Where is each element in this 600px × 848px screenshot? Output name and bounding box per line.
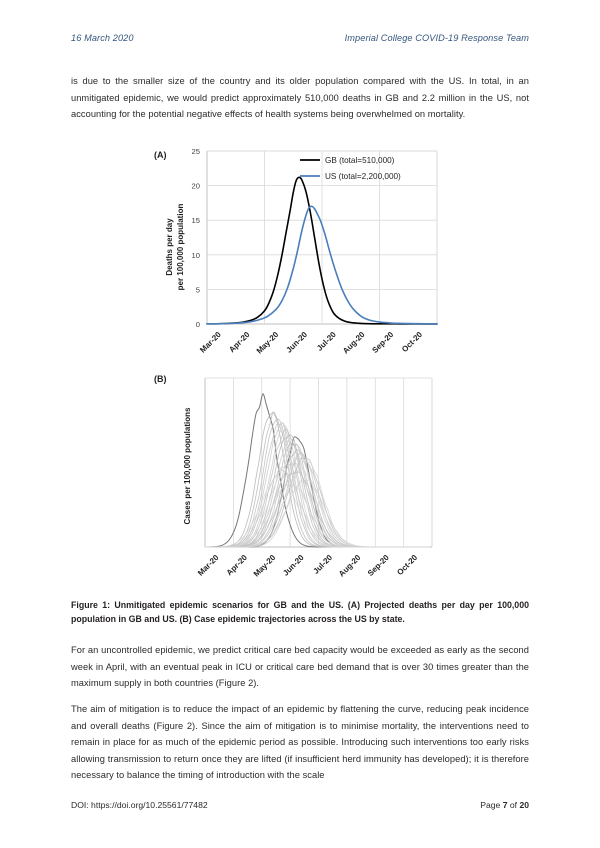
- x-tick-label: Oct-20: [395, 553, 420, 578]
- paragraph-block-3: [71, 701, 529, 784]
- chart-a-legend: [300, 156, 401, 181]
- state-trajectory-line: [205, 458, 430, 547]
- chart-b-x-tick-labels: [196, 553, 420, 579]
- series-line: [207, 206, 437, 324]
- x-tick-label: Mar-20: [198, 330, 223, 355]
- state-trajectory-line: [205, 469, 430, 547]
- state-trajectory-line: [205, 429, 430, 547]
- x-tick-label: Jun-20: [284, 330, 310, 355]
- chart-a-series-lines: [207, 177, 437, 324]
- page-total: 20: [519, 800, 529, 810]
- state-trajectory-line: [205, 441, 430, 547]
- state-trajectory-line: [205, 453, 430, 547]
- state-trajectory-line: [205, 453, 430, 547]
- paragraph-block-1: [71, 73, 529, 123]
- x-tick-label: Sep-20: [365, 553, 391, 578]
- x-tick-label: Mar-20: [195, 553, 221, 578]
- x-tick-label: Aug-20: [336, 553, 363, 579]
- chart-b-y-axis-title: [183, 407, 192, 524]
- state-trajectory-line: [205, 449, 430, 547]
- state-trajectory-line: [205, 437, 430, 547]
- state-trajectory-line: [205, 413, 430, 547]
- y-tick-label: 25: [191, 147, 200, 156]
- legend-label: GB (total=510,000): [325, 156, 395, 165]
- page-mid: of: [509, 800, 518, 810]
- series-line: [207, 177, 437, 324]
- chart-a-x-tick-labels: [198, 330, 424, 356]
- paragraph-3: The aim of mitigation is to reduce the impact of an epidemic by flattening the curve, reducing peak incidence and overall deaths (Figure 2). Since the aim of mitigation is to minimise mortality, the interventions need to remain in place for as much of the epidemic period as possible. Introducing such interventions too early risks allowing transmission to return once they are lifted (if insufficient herd immunity has developed); it is therefore necessary to balance the timing of introduction with the scale: [71, 704, 529, 781]
- state-trajectory-line: [205, 423, 430, 547]
- footer-page-number: [480, 800, 529, 810]
- state-trajectory-line: [205, 412, 430, 547]
- y-tick-label: 0: [195, 320, 200, 329]
- state-trajectory-line: [205, 464, 430, 547]
- state-trajectory-line: [205, 472, 430, 547]
- y-tick-label: 15: [191, 216, 200, 226]
- x-tick-label: Oct-20: [400, 330, 425, 355]
- chart-panel-a: [150, 142, 550, 360]
- state-trajectory-line: [205, 394, 430, 547]
- x-tick-label: Apr-20: [224, 553, 249, 578]
- x-tick-label: Sep-20: [370, 330, 396, 355]
- paragraph-2: For an uncontrolled epidemic, we predict critical care bed capacity would be exceeded as early as the second week in April, with an eventual peak in ICU or critical care bed demand that is over 30 times greater than the maximum supply in both countries (Figure 2).: [71, 645, 529, 689]
- state-trajectory-line: [205, 483, 430, 547]
- chart-a-y-tick-labels: [192, 147, 200, 329]
- paragraph-block-2: [71, 642, 529, 692]
- footer-doi[interactable]: DOI: https://doi.org/10.25561/77482: [71, 800, 208, 810]
- state-trajectory-line: [205, 480, 430, 547]
- state-trajectory-line: [205, 426, 430, 547]
- y-axis-title-line1: Deaths per day: [165, 218, 174, 276]
- page-header: [71, 33, 529, 43]
- x-tick-label: May-20: [254, 330, 281, 356]
- state-trajectory-line: [205, 423, 430, 547]
- state-trajectory-line: [205, 461, 430, 547]
- x-tick-label: Jul-20: [315, 330, 338, 353]
- chart-a-gridlines: [207, 151, 437, 324]
- x-tick-label: Aug-20: [340, 330, 367, 356]
- panel-a-label: (A): [154, 150, 167, 160]
- page-prefix: Page: [480, 800, 501, 810]
- y-tick-label: 5: [195, 285, 200, 295]
- x-tick-label: Jun-20: [281, 553, 306, 578]
- state-trajectory-line: [205, 435, 430, 547]
- state-trajectory-line: [205, 476, 430, 547]
- chart-panel-b: [150, 366, 550, 596]
- state-trajectory-line: [205, 468, 430, 547]
- x-tick-label: May-20: [251, 553, 278, 579]
- chart-a-y-axis-title: [165, 204, 185, 291]
- chart-b-gridlines: [205, 378, 432, 547]
- page-current: 7: [502, 800, 508, 810]
- chart-b-series-lines: [205, 394, 430, 547]
- state-trajectory-line: [205, 465, 430, 547]
- state-trajectory-line: [205, 445, 430, 547]
- header-team: Imperial College COVID-19 Response Team: [344, 33, 529, 43]
- x-tick-label: Apr-20: [227, 330, 252, 355]
- y-axis-title: Cases per 100,000 populations: [183, 407, 192, 525]
- y-tick-label: 10: [191, 250, 200, 260]
- x-tick-label: Jul-20: [311, 553, 335, 576]
- panel-b-label: (B): [154, 374, 167, 384]
- state-trajectory-line: [205, 444, 430, 547]
- header-date: 16 March 2020: [71, 33, 134, 43]
- y-tick-label: 20: [191, 181, 200, 191]
- page-footer: [71, 800, 529, 810]
- figure-caption: Figure 1: Unmitigated epidemic scenarios for GB and the US. (A) Projected deaths per day per 100,000 population in GB and US. (B) Case epidemic trajectories across the US by state.: [71, 600, 529, 625]
- state-trajectory-line: [205, 419, 430, 547]
- legend-label: US (total=2,200,000): [325, 172, 401, 181]
- y-axis-title-line2: per 100,000 population: [176, 203, 185, 291]
- paragraph-1: is due to the smaller size of the country and its older population compared with the US. In total, in an unmitigated epidemic, we would predict approximately 510,000 deaths in GB and 2.2 million in the US, not accounting for the potential negative effects of health systems being overwhelmed on mortality.: [71, 76, 529, 120]
